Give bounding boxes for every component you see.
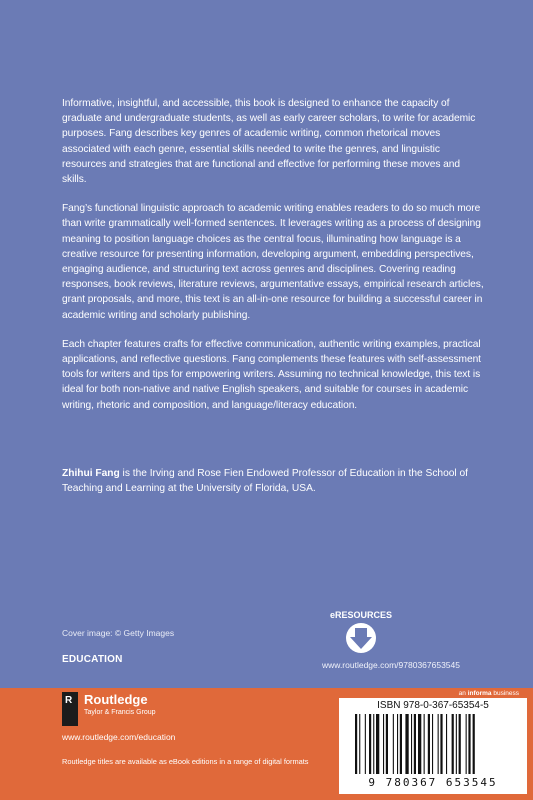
routledge-logo-mark: R — [65, 695, 73, 706]
publisher-name: Routledge — [84, 692, 148, 707]
eresources-label: eRESOURCES — [329, 610, 393, 620]
book-companion-url[interactable]: www.routledge.com/9780367653545 — [322, 660, 460, 670]
barcode-icon — [353, 714, 513, 776]
book-description — [62, 96, 484, 427]
publisher-url[interactable]: www.routledge.com/education — [62, 732, 176, 742]
informa-tagline: an informa business — [458, 690, 519, 697]
author-bio-text: is the Irving and Rose Fien Endowed Professor of Education in the School of Teaching and Learning at the University of Florida, USA. — [62, 468, 468, 495]
isbn-label: ISBN 978-0-367-65354-5 — [377, 700, 489, 711]
informa-brand: informa — [467, 690, 492, 697]
author-bio — [62, 466, 502, 496]
eresources-badge — [320, 608, 430, 658]
publisher-group: Taylor & Francis Group — [84, 709, 156, 716]
eresources-icon — [326, 608, 396, 656]
barcode-digits: 9 780367 653545 — [368, 776, 498, 789]
cover-image-credit: Cover image: © Getty Images — [62, 628, 175, 638]
author-name: Zhihui Fang — [62, 468, 120, 479]
ebook-note: Routledge titles are available as eBook editions in a range of digital formats — [62, 757, 309, 766]
description-paragraph-3: Each chapter features crafts for effective communication, authentic writing examples, practical applications, and reflective questions. Fang complements these features with self-assessment tools for writers and tips for empowering writers. Assuming no technical knowledge, this text is ideal for both non-native and native English speakers, and suitable for courses in academic writing, rhetoric and composition, and language/literacy education. — [62, 338, 481, 411]
description-paragraph-2: Fang’s functional linguistic approach to academic writing enables readers to do so much more than write grammatically well-formed sentences. It leverages writing as a process of designing meaning to position language choices as the central focus, illuminating how language is a creative resource for presenting information, developing argument, embedding perspectives, engaging audience, and structuring text across genres and disciplines. Covering reading responses, book reviews, literature reviews, argumentative essays, empirical research articles, grant proposals, and more, this text is an all-in-one resource for building a successful career in academic writing and scholarly publishing. — [62, 203, 484, 321]
subject-category: EDUCATION — [62, 654, 123, 665]
routledge-logo — [62, 692, 78, 726]
description-paragraph-1: Informative, insightful, and accessible, this book is designed to enhance the capacity of graduate and undergraduate students, as well as early career scholars, to write for academic purposes. Fang describes key genres of academic writing, common rhetorical moves associated with each genre, essential skills needed to write the genres, and linguistic resources and strategies that are functional and effective for performing these moves and skills. — [62, 98, 476, 186]
isbn-barcode-panel — [339, 698, 527, 794]
